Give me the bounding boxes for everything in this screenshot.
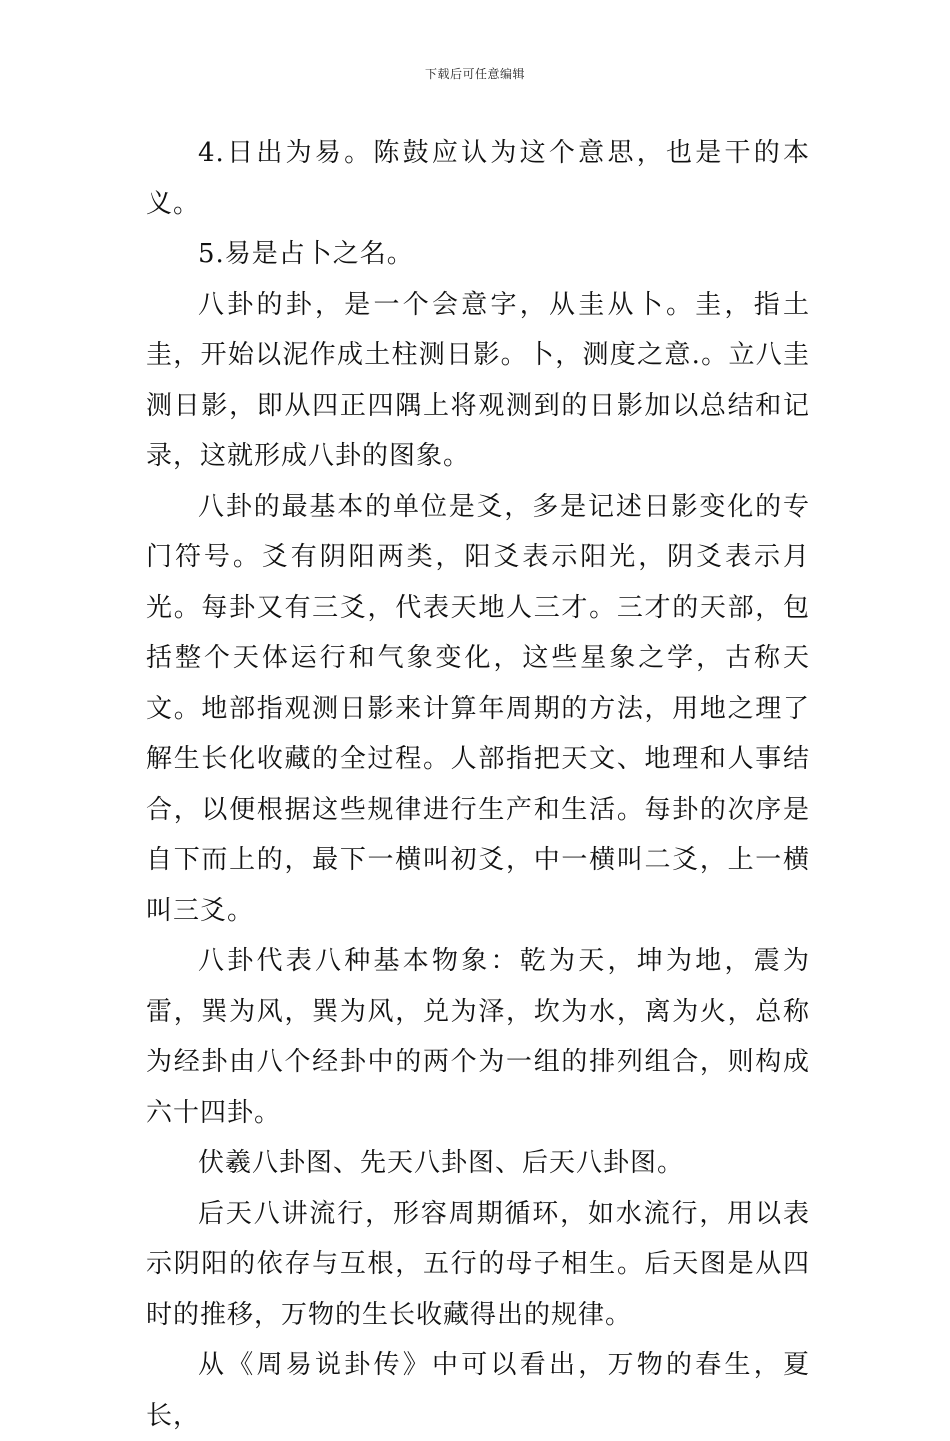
paragraph-2: 5.易是占卜之名。	[198, 239, 414, 269]
paragraph-1: 4.日出为易。陈鼓应认为这个意思，也是干的本义。	[146, 138, 810, 219]
document-body	[146, 128, 810, 1441]
paragraph-3: 八卦的卦，是一个会意字，从圭从卜。圭，指土圭，开始以泥作成土柱测日影。卜，测度之意.。立八圭测日影，即从四正四隅上将观测到的日影加以总结和记录，这就形成八卦的图象。	[146, 289, 810, 471]
paragraph-6: 伏羲八卦图、先天八卦图、后天八卦图。	[198, 1148, 685, 1178]
paragraph-7: 后天八讲流行，形容周期循环，如水流行，用以表示阴阳的依存与互根，五行的母子相生。后天图是从四时的推移，万物的生长收藏得出的规律。	[146, 1198, 810, 1330]
paragraph-4: 八卦的最基本的单位是爻，多是记述日影变化的专门符号。爻有阴阳两类，阳爻表示阳光，阴爻表示月光。每卦又有三爻，代表天地人三才。三才的天部，包括整个天体运行和气象变化，这些星象之学，古称天文。地部指观测日影来计算年周期的方法，用地之理了解生长化收藏的全过程。人部指把天文、地理和人事结合，以便根据这些规律进行生产和生活。每卦的次序是自下而上的，最下一横叫初爻，中一横叫二爻，上一横叫三爻。	[146, 491, 810, 926]
paragraph-5: 八卦代表八种基本物象：乾为天，坤为地，震为雷，巽为风，巽为风，兑为泽，坎为水，离为火，总称为经卦由八个经卦中的两个为一组的排列组合，则构成六十四卦。	[146, 946, 810, 1128]
page-header: 下载后可任意编辑	[424, 67, 525, 81]
paragraph-8: 从《周易说卦传》中可以看出，万物的春生，夏长，	[146, 1350, 810, 1431]
